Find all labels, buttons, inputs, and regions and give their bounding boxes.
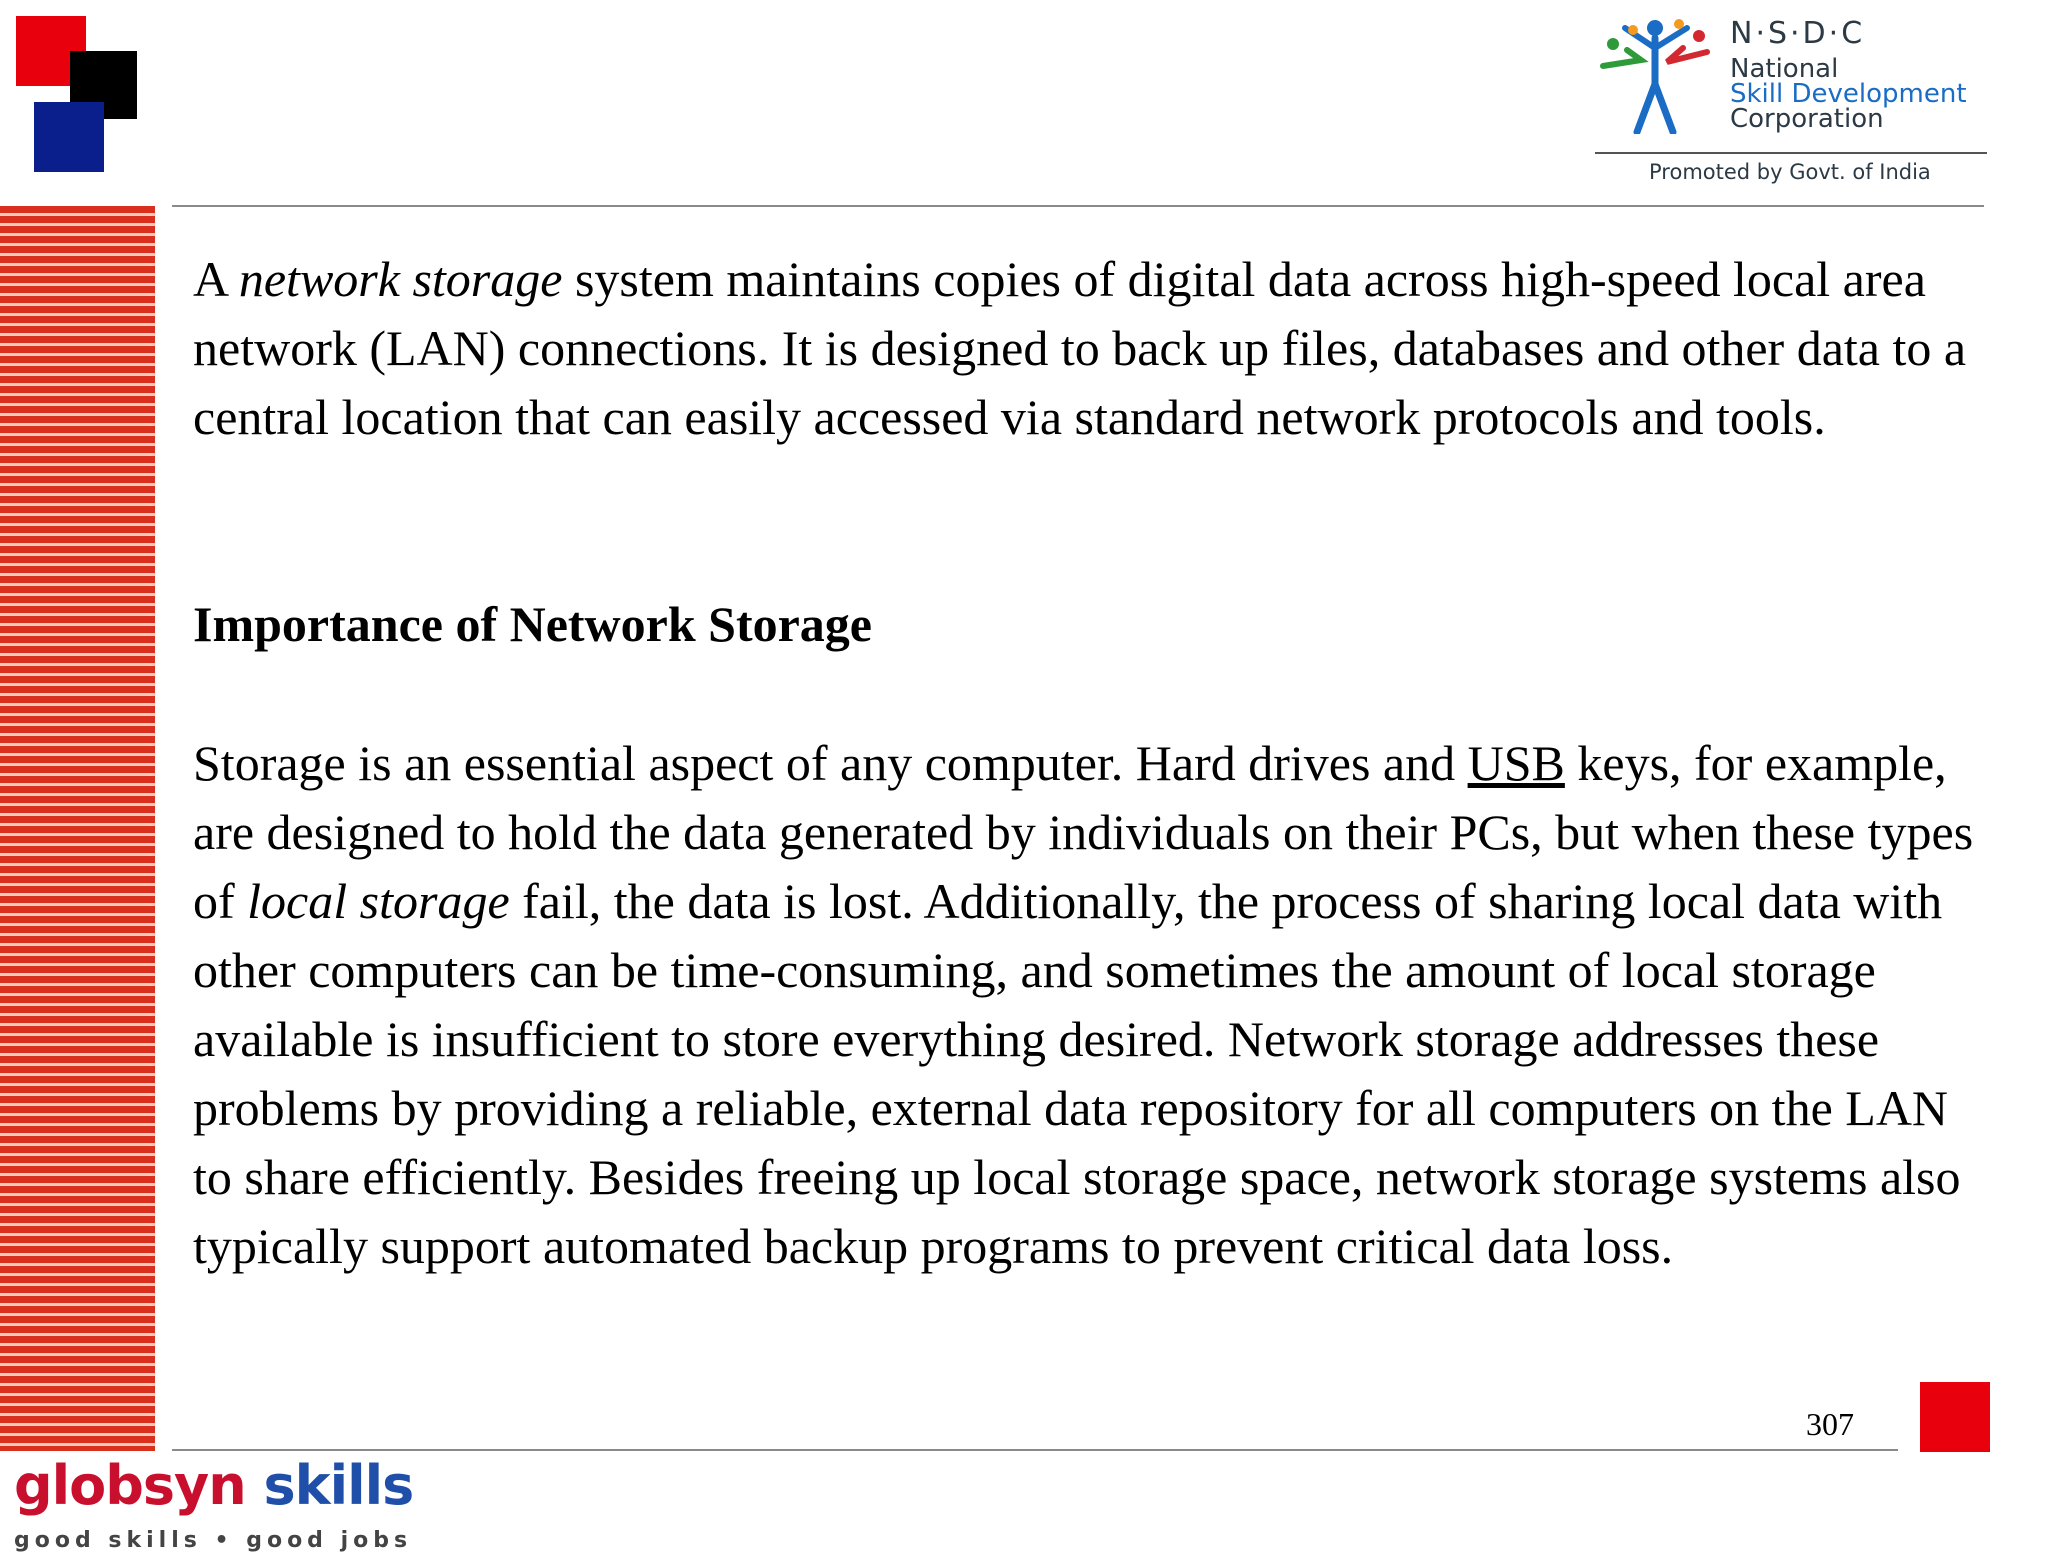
skills-word: skills	[263, 1454, 414, 1517]
left-striped-bar	[0, 206, 155, 1451]
section-heading: Importance of Network Storage	[193, 596, 873, 652]
nsdc-abbreviation: N·S·D·C	[1730, 16, 1866, 51]
footer-rule	[172, 1449, 1898, 1451]
header-rule	[172, 205, 1984, 207]
importance-paragraph	[193, 729, 1993, 1281]
nsdc-divider	[1595, 152, 1987, 154]
nsdc-name-line1: National	[1730, 54, 1839, 84]
importance-text-2: keys, for example, are designed to hold the data generated by individuals on their PCs, but when these types of	[193, 735, 1974, 929]
nsdc-emblem-icon	[1595, 14, 1715, 134]
intro-text-post: system maintains copies of digital data across high-speed local area network (LAN) connections. It is designed to back up files, databases and other data to a central location that can easily accessed via standard network protocols and tools.	[193, 251, 1967, 445]
nsdc-name-line2: Skill Development	[1730, 79, 1967, 109]
intro-term: network storage	[238, 251, 563, 307]
globsyn-wordmark	[14, 1456, 413, 1516]
logo-square-blue	[34, 102, 104, 172]
page-number: 307	[1806, 1406, 1854, 1442]
globsyn-tagline: good skills • good jobs	[14, 1528, 413, 1553]
importance-term: local storage	[247, 873, 510, 929]
nsdc-name-line3: Corporation	[1730, 104, 1884, 134]
intro-paragraph	[193, 245, 1993, 590]
globsyn-logo	[14, 1456, 413, 1553]
corner-red-square	[1920, 1382, 1990, 1452]
nsdc-promoted-text: Promoted by Govt. of India	[1649, 160, 1931, 184]
usb-link[interactable]: USB	[1467, 735, 1565, 791]
intro-text-pre: A	[193, 251, 239, 307]
nsdc-logo	[1595, 14, 1987, 186]
importance-text-1: Storage is an essential aspect of any computer. Hard drives and	[193, 735, 1468, 791]
globsyn-word: globsyn	[14, 1454, 246, 1517]
importance-text-3: fail, the data is lost. Additionally, the process of sharing local data with other computers can be time-consuming, and sometimes the amount of local storage available is insufficient to store everything desired. Network storage addresses these problems by providing a reliable, external data repository for all computers on the LAN to share efficiently. Besides freeing up local storage space, network storage systems also typically support automated backup programs to prevent critical data loss.	[193, 873, 1961, 1274]
slide-content	[193, 245, 1993, 1281]
